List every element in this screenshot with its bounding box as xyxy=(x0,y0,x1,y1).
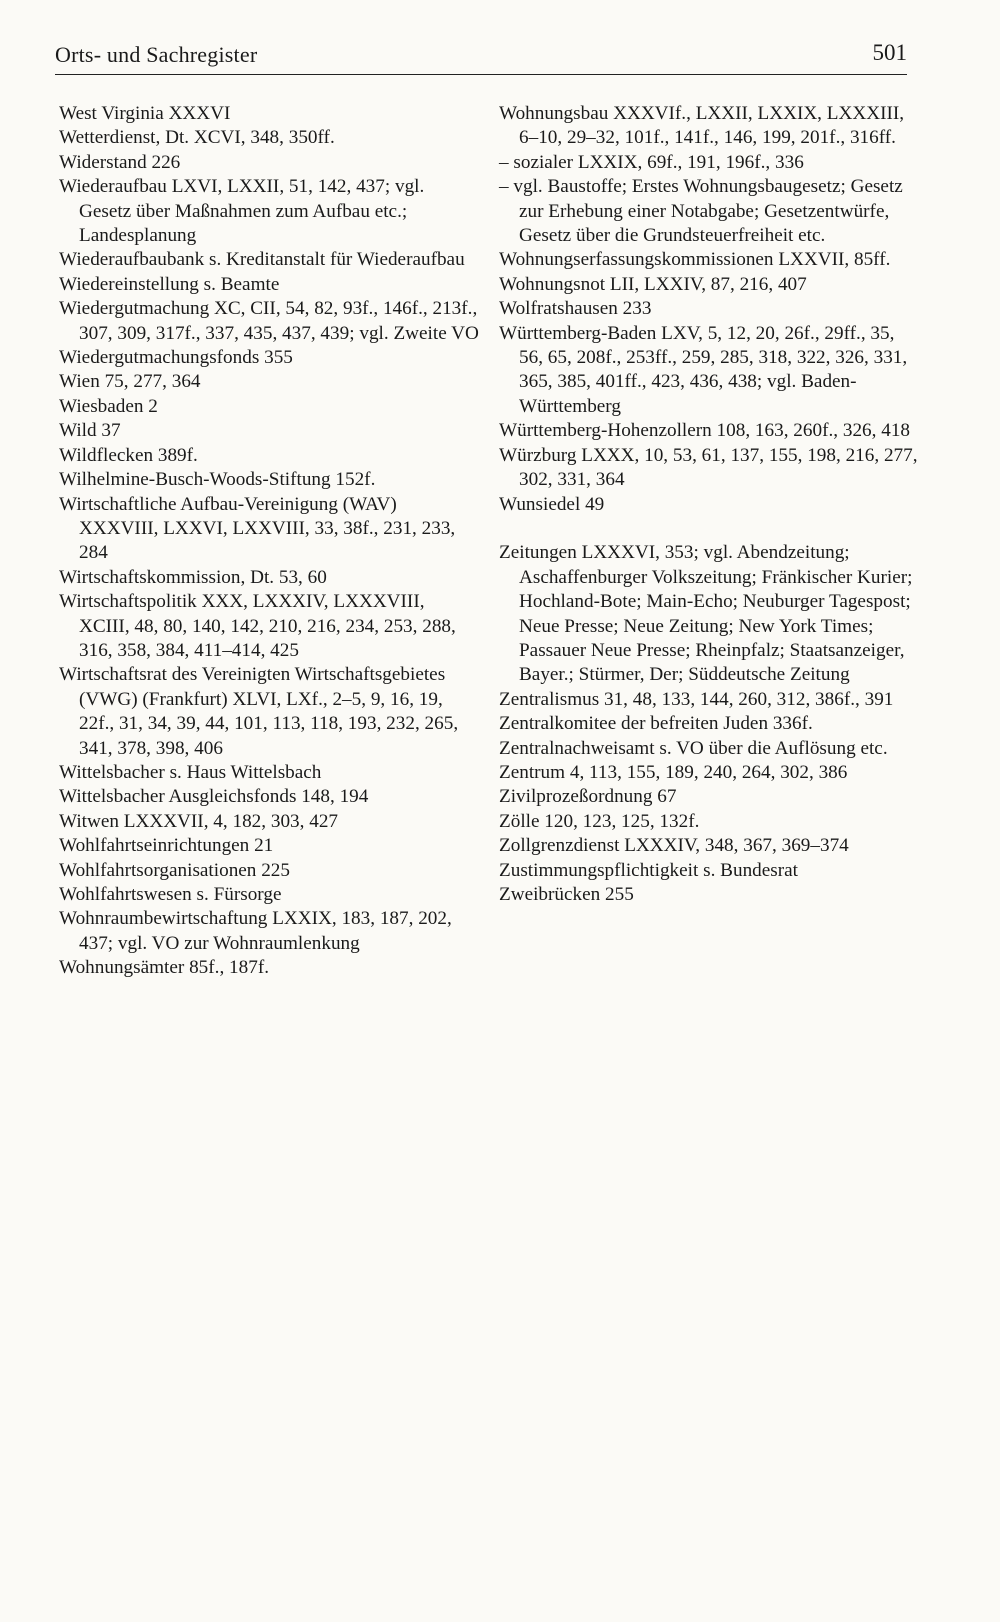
index-entry: Wild 37 xyxy=(59,420,121,442)
index-entry: Zustimmungspflichtigkeit s. Bundesrat xyxy=(499,859,798,881)
index-entry: Wittelsbacher s. Haus Wittelsbach xyxy=(59,761,322,783)
index-entry: West Virginia XXXVI xyxy=(59,103,231,124)
index-entry: Wirtschaftskommission, Dt. 53, 60 xyxy=(59,566,327,588)
header-rule xyxy=(55,74,907,75)
index-entry: Würzburg LXXX, 10, 53, 61, 137, 155, 198, 216, 277, 302, 331, 364 xyxy=(499,444,918,491)
index-entry: Wiedergutmachungsfonds 355 xyxy=(59,347,293,369)
index-entry: Wien 75, 277, 364 xyxy=(59,371,201,393)
index-entry: Wohnungserfassungskommissionen LXXVII, 85ff. xyxy=(499,249,891,271)
index-entry: – vgl. Baustoffe; Erstes Wohnungsbaugesetz; Gesetz zur Erhebung einer Notabgabe; Gesetzentwürfe, Gesetz über die Grundsteuerfreiheit etc. xyxy=(499,176,903,247)
index-entry: Zentralkomitee der befreiten Juden 336f. xyxy=(499,713,813,735)
index-entry: Wittelsbacher Ausgleichsfonds 148, 194 xyxy=(59,786,369,808)
index-entry: Zölle 120, 123, 125, 132f. xyxy=(499,810,700,832)
page-header xyxy=(55,36,907,76)
index-entry: Wohnraumbewirtschaftung LXXIX, 183, 187, 202, 437; vgl. VO zur Wohnraumlenkung xyxy=(59,908,452,954)
index-entry: Zollgrenzdienst LXXXIV, 348, 367, 369–374 xyxy=(499,835,849,857)
index-entry: Wolfratshausen 233 xyxy=(499,298,652,320)
index-entry: Witwen LXXXVII, 4, 182, 303, 427 xyxy=(59,810,339,832)
index-entry: Wildflecken 389f. xyxy=(59,444,198,466)
index-entry: Zentralismus 31, 48, 133, 144, 260, 312, 386f., 391 xyxy=(499,688,894,710)
index-entry: Wiesbaden 2 xyxy=(59,395,158,417)
index-entry: – sozialer LXXIX, 69f., 191, 196f., 336 xyxy=(499,151,804,173)
index-entry: Wilhelmine-Busch-Woods-Stiftung 152f. xyxy=(59,469,376,491)
index-entry: Zeitungen LXXXVI, 353; vgl. Abendzeitung; Aschaffenburger Volkszeitung; Fränkischer Kurier; Hochland-Bote; Main-Echo; Neuburger Tagespost; Neue Presse; Neue Zeitung; New York Times; Passauer Neue Presse; Rheinpfalz; Staatsanzeiger, Bayer.; Stürmer, Der; Süddeutsche Zeitung xyxy=(499,542,913,686)
index-column-left xyxy=(59,102,479,981)
page-number: 501 xyxy=(872,40,907,65)
index-entry: Wiedergutmachung XC, CII, 54, 82, 93f., 146f., 213f., 307, 309, 317f., 337, 435, 437, 439; vgl. Zweite VO xyxy=(59,298,479,344)
index-entry: Wohlfahrtsorganisationen 225 xyxy=(59,859,290,881)
index-entry: Wirtschaftsrat des Vereinigten Wirtschaftsgebietes (VWG) (Frankfurt) XLVI, LXf., 2–5, 9, 16, 19, 22f., 31, 34, 39, 44, 101, 113, 118, 193, 232, 265, 341, 378, 398, 406 xyxy=(59,664,459,759)
index-entry: Württemberg-Baden LXV, 5, 12, 20, 26f., 29ff., 35, 56, 65, 208f., 253ff., 259, 285, 318, 322, 326, 331, 365, 385, 401ff., 423, 436, 438; vgl. Baden-Württemberg xyxy=(499,322,908,417)
index-entry: Wirtschaftliche Aufbau-Vereinigung (WAV) XXXVIII, LXXVI, LXXVIII, 33, 38f., 231, 233, 284 xyxy=(59,493,456,564)
index-entry: Wetterdienst, Dt. XCVI, 348, 350ff. xyxy=(59,127,335,149)
index-entry: Wohlfahrtseinrichtungen 21 xyxy=(59,835,274,857)
index-entry: Wiedereinstellung s. Beamte xyxy=(59,273,280,295)
index-entry: Wohlfahrtswesen s. Fürsorge xyxy=(59,884,282,905)
index-column-right xyxy=(499,102,919,907)
index-entry: Württemberg-Hohenzollern 108, 163, 260f., 326, 418 xyxy=(499,420,911,442)
index-entry: Wohnungsämter 85f., 187f. xyxy=(59,957,270,979)
index-entry: Wiederaufbau LXVI, LXXII, 51, 142, 437; vgl. Gesetz über Maßnahmen zum Aufbau etc.; Landesplanung xyxy=(59,176,425,247)
index-entry: Zweibrücken 255 xyxy=(499,883,634,905)
index-entry: Wirtschaftspolitik XXX, LXXXIV, LXXXVIII, XCIII, 48, 80, 140, 142, 210, 216, 234, 253, 288, 316, 358, 384, 411–414, 425 xyxy=(59,591,456,661)
index-entry: Wunsiedel 49 xyxy=(499,493,605,515)
running-title: Orts- und Sachregister xyxy=(55,42,258,67)
index-entry: Wohnungsnot LII, LXXIV, 87, 216, 407 xyxy=(499,273,807,295)
index-entry: Widerstand 226 xyxy=(59,151,181,173)
section-gap xyxy=(499,517,919,541)
index-entry: Zivilprozeßordnung 67 xyxy=(499,786,677,808)
index-entry: Zentralnachweisamt s. VO über die Auflösung etc. xyxy=(499,737,888,759)
index-entry: Zentrum 4, 113, 155, 189, 240, 264, 302, 386 xyxy=(499,761,848,783)
index-entry: Wohnungsbau XXXVIf., LXXII, LXXIX, LXXXIII, 6–10, 29–32, 101f., 141f., 146, 199, 201f., 316ff. xyxy=(499,103,905,149)
index-entry: Wiederaufbaubank s. Kreditanstalt für Wiederaufbau xyxy=(59,249,465,271)
